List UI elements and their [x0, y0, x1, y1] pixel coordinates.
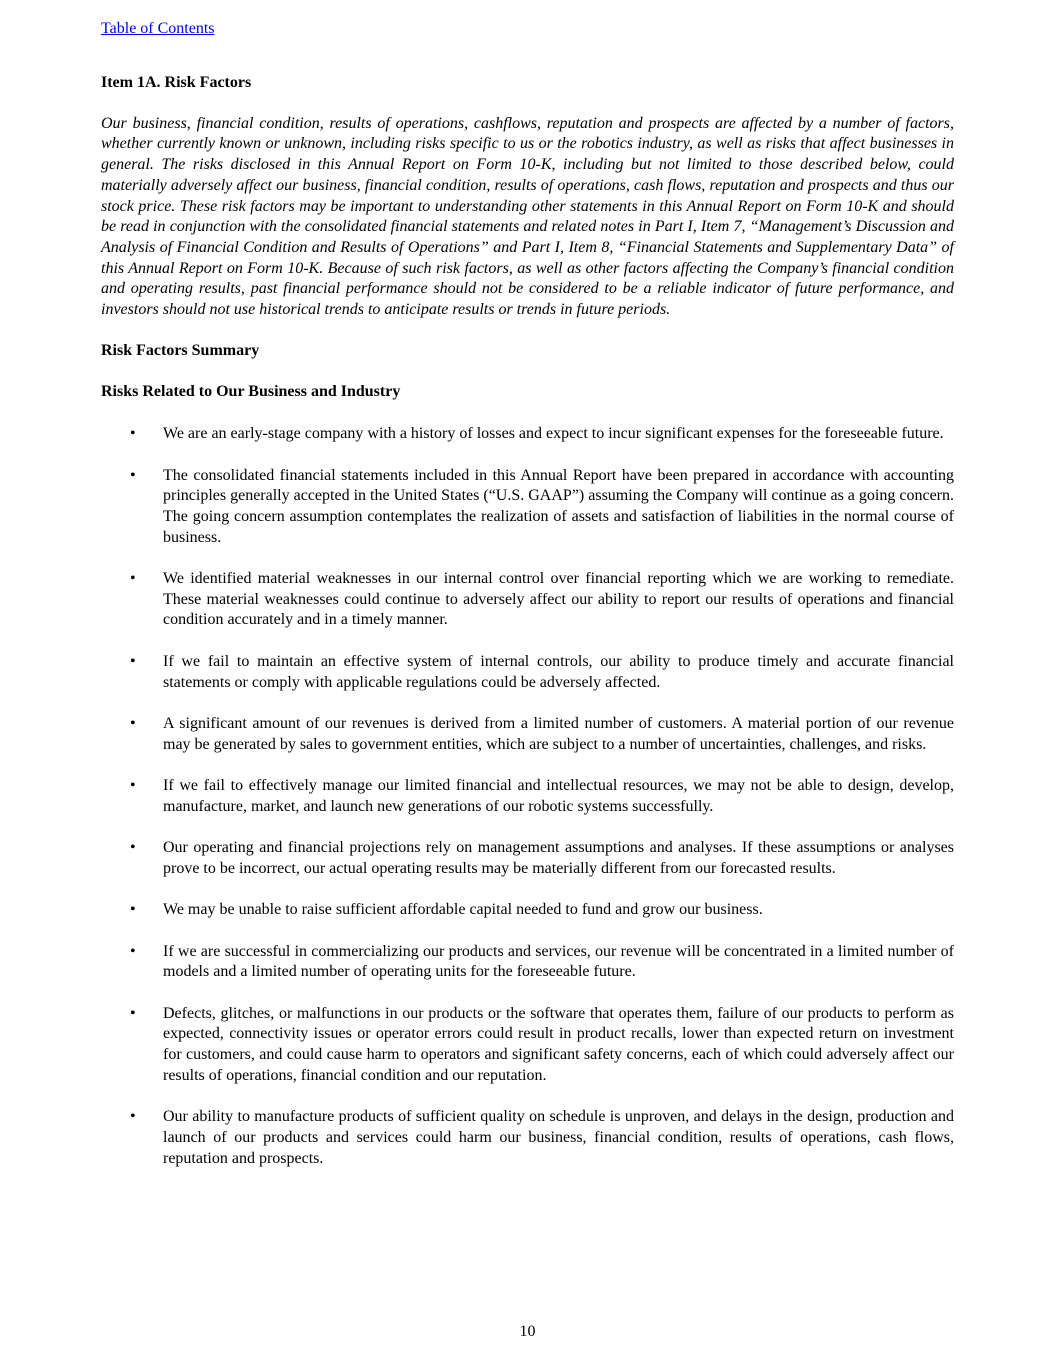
risk-text: If we fail to effectively manage our limited financial and intellectual resources, we may not be able to design, develop, manufacture, market, and launch new generations of our robotic systems successfully.: [163, 777, 954, 815]
risk-text: Our ability to manufacture products of sufficient quality on schedule is unproven, and delays in the design, production and launch of our products and services could harm our business, financial condition, results of operations, cash flows, reputation and prospects.: [163, 1108, 954, 1167]
list-item: [101, 714, 954, 755]
bullet-icon: •: [130, 839, 136, 857]
risk-text: Our operating and financial projections rely on management assumptions and analyses. If these assumptions or analyses prove to be incorrect, our actual operating results may be materially different from our forecasted results.: [163, 839, 954, 877]
bullet-icon: •: [130, 652, 136, 670]
bullet-icon: •: [130, 901, 136, 919]
risk-list: [101, 424, 954, 1169]
list-item: [101, 942, 954, 983]
list-item: [101, 776, 954, 817]
risk-text: We may be unable to raise sufficient affordable capital needed to fund and grow our business.: [163, 901, 763, 919]
risk-text: If we fail to maintain an effective system of internal controls, our ability to produce timely and accurate financial statements or comply with applicable regulations could be adversely affected.: [163, 652, 954, 691]
document-page: [101, 18, 954, 1190]
bullet-icon: •: [130, 942, 136, 960]
list-item: [101, 1004, 954, 1087]
table-of-contents-link[interactable]: Table of Contents: [101, 20, 215, 37]
bullet-icon: •: [130, 425, 136, 443]
bullet-icon: •: [130, 466, 136, 484]
intro-paragraph: Our business, financial condition, results of operations, cashflows, reputation and prospects are affected by a number of factors, whether currently known or unknown, including risks specific to us or the robotics industry, as well as risks that affect businesses in general. The risks disclosed in this Annual Report on Form 10-K, including but not limited to those described below, could materially adversely affect our business, financial condition, results of operations, cash flows, reputation and prospects and thus our stock price. These risk factors may be important to understanding other statements in this Annual Report on Form 10-K and should be read in conjunction with the consolidated financial statements and related notes in Part I, Item 7, “Management’s Discussion and Analysis of Financial Condition and Results of Operations” and Part I, Item 8, “Financial Statements and Supplementary Data” of this Annual Report on Form 10-K. Because of such risk factors, as well as other factors affecting the Company’s financial condition and operating results, past financial performance should not be considered to be a reliable indicator of future performance, and investors should not use historical trends to anticipate results or trends in future periods.: [101, 114, 954, 319]
list-item: [101, 1107, 954, 1169]
list-item: [101, 466, 954, 549]
risk-text: Defects, glitches, or malfunctions in our products or the software that operates them, failure of our products to perform as expected, connectivity issues or operator errors could result in product recalls, lower than expected return on investment for customers, and could cause harm to operators and significant safety concerns, each of which could adversely affect our results of operations, financial condition and our reputation.: [163, 1004, 954, 1084]
risk-text: A significant amount of our revenues is derived from a limited number of customers. A material portion of our revenue may be generated by sales to government entities, which are subject to a number of uncertainties, challenges, and risks.: [163, 714, 954, 753]
list-item: [101, 652, 954, 693]
list-item: [101, 838, 954, 879]
risk-text: The consolidated financial statements included in this Annual Report have been prepared in accordance with accounting principles generally accepted in the United States (“U.S. GAAP”) assuming the Company will continue as a going concern. The going concern assumption contemplates the realization of assets and satisfaction of liabilities in the normal course of business.: [163, 466, 954, 546]
list-item: [101, 569, 954, 631]
bullet-icon: •: [130, 570, 136, 588]
risk-text: If we are successful in commercializing our products and services, our revenue will be concentrated in a limited number of models and a limited number of operating units for the foreseeable future.: [163, 942, 954, 981]
risk-text: We are an early-stage company with a history of losses and expect to incur significant expenses for the foreseeable future.: [163, 425, 944, 443]
bullet-icon: •: [130, 777, 136, 795]
bullet-icon: •: [130, 1108, 136, 1126]
risk-text: We identified material weaknesses in our internal control over financial reporting which we are working to remediate. These material weaknesses could continue to adversely affect our ability to report our results of operations and financial condition accurately and in a timely manner.: [163, 570, 954, 629]
bullet-icon: •: [130, 1004, 136, 1022]
list-item: [101, 424, 954, 445]
item-heading: Item 1A. Risk Factors: [101, 74, 252, 91]
bullet-icon: •: [130, 714, 136, 732]
section-heading: Risks Related to Our Business and Industry: [101, 383, 401, 401]
risk-factors-summary-heading: Risk Factors Summary: [101, 341, 260, 359]
list-item: [101, 900, 954, 921]
page-number: 10: [519, 1323, 536, 1340]
